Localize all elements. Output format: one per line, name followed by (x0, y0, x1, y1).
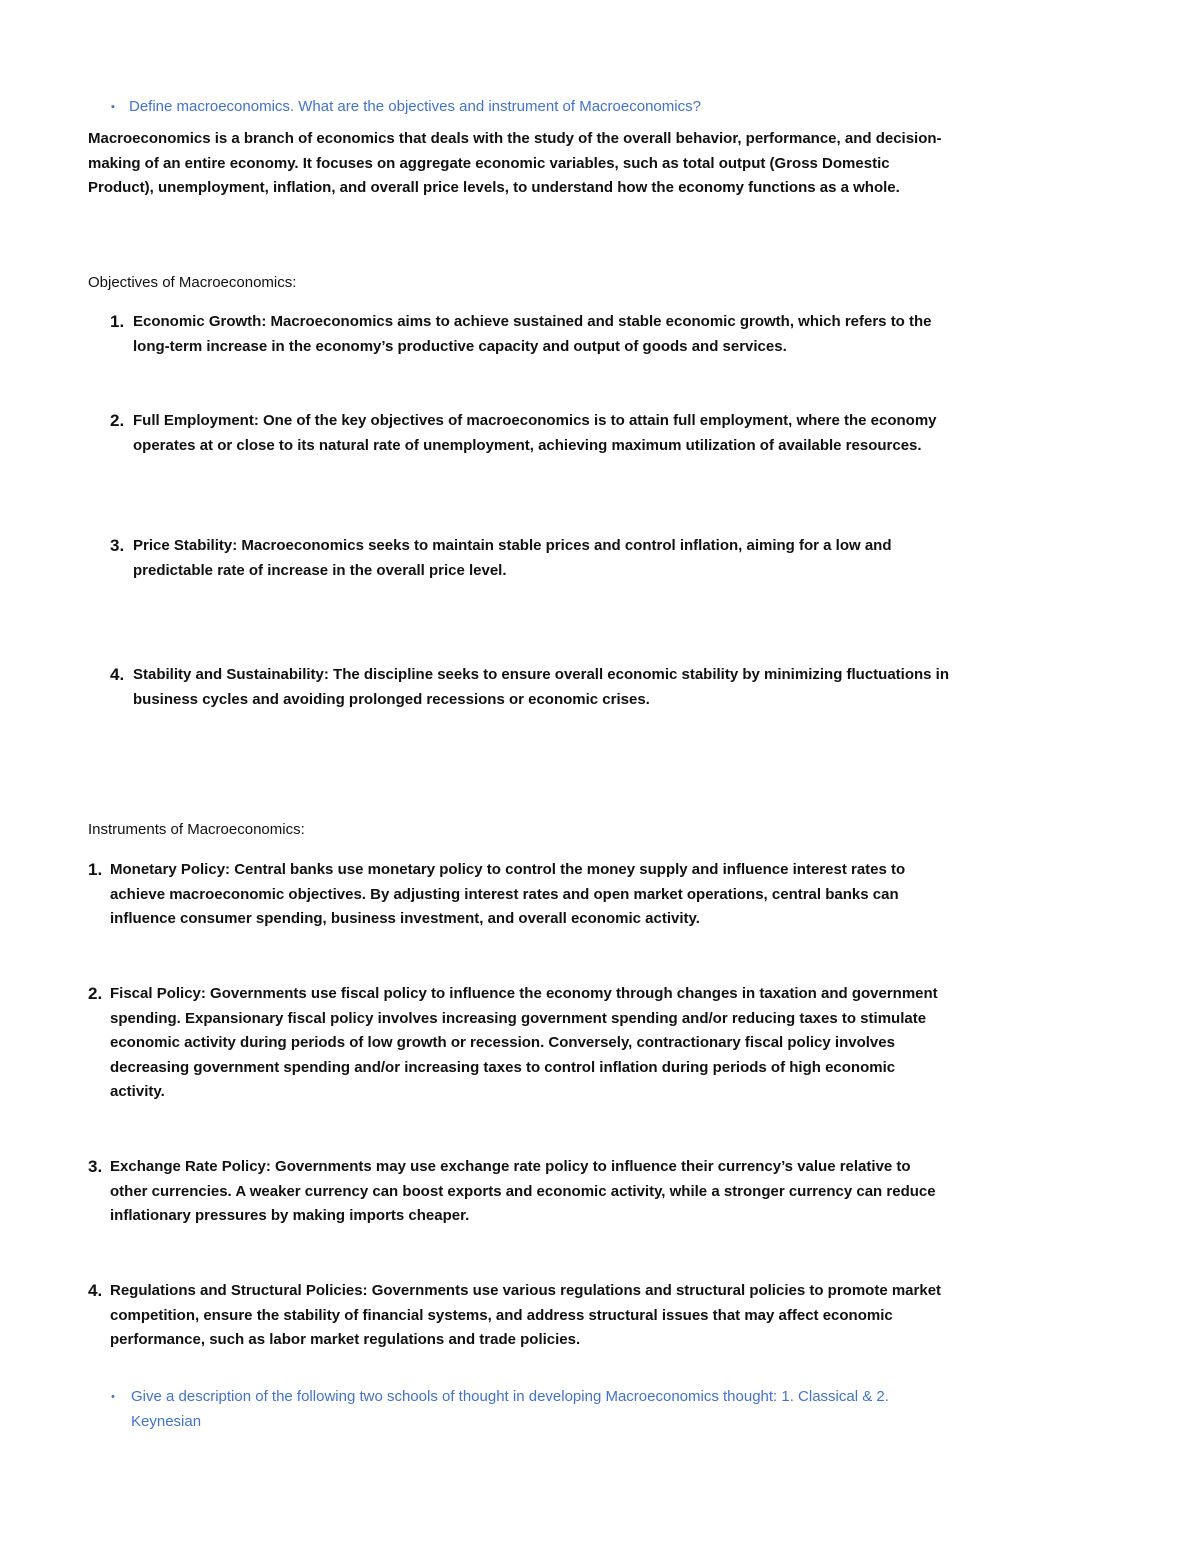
item-number: 4. (88, 1281, 103, 1300)
objective-item (110, 310, 950, 359)
item-number: 3. (88, 1157, 103, 1176)
question-2 (111, 1385, 911, 1434)
instruments-heading: Instruments of Macroeconomics: (88, 821, 305, 838)
item-number: 2. (110, 411, 125, 430)
instrument-item (88, 982, 948, 1105)
instrument-item (88, 1279, 948, 1353)
instrument-text: Fiscal Policy: Governments use fiscal policy to influence the economy through changes in taxation and government spending. Expansionary fiscal policy involves increasing government spending and/or reducing taxes to stimulate economic activity during periods of low growth or recession. Conversely, contractionary fiscal policy involves decreasing government spending and/or increasing taxes to control inflation during periods of high economic activity. (110, 985, 938, 1101)
objective-item (110, 534, 950, 583)
objective-text: Economic Growth: Macroeconomics aims to achieve sustained and stable economic growth, which refers to the long-term increase in the economy’s productive capacity and output of goods and services. (133, 313, 932, 355)
question-2-text: Give a description of the following two schools of thought in developing Macroeconomics thought: 1. Classical & 2. Keynesian (131, 1388, 889, 1430)
objective-text: Full Employment: One of the key objectives of macroeconomics is to attain full employment, where the economy operates at or close to its natural rate of unemployment, achieving maximum utilization of available resources. (133, 412, 937, 454)
bullet-icon: ▪ (111, 101, 115, 113)
objectives-heading: Objectives of Macroeconomics: (88, 274, 297, 291)
item-number: 4. (110, 665, 125, 684)
objective-item (110, 409, 950, 458)
item-number: 3. (110, 536, 125, 555)
instrument-item (88, 1155, 948, 1229)
question-1 (111, 95, 871, 120)
item-number: 2. (88, 984, 103, 1003)
instrument-text: Regulations and Structural Policies: Governments use various regulations and structural policies to promote market competition, ensure the stability of financial systems, and address structural issues that may affect economic performance, such as labor market regulations and trade policies. (110, 1282, 942, 1349)
item-number: 1. (110, 312, 125, 331)
instrument-text: Monetary Policy: Central banks use monetary policy to control the money supply and influence interest rates to achieve macroeconomic objectives. By adjusting interest rates and open market operations, central banks can influence consumer spending, business investment, and overall economic activity. (110, 861, 906, 928)
instrument-item (88, 858, 948, 932)
objective-text: Price Stability: Macroeconomics seeks to maintain stable prices and control inflation, aiming for a low and predictable rate of increase in the overall price level. (133, 537, 892, 579)
objective-text: Stability and Sustainability: The discipline seeks to ensure overall economic stability by minimizing fluctuations in business cycles and avoiding prolonged recessions or economic crises. (133, 666, 950, 708)
bullet-icon: • (111, 1391, 115, 1403)
intro-paragraph: Macroeconomics is a branch of economics that deals with the study of the overall behavior, performance, and decision-making of an entire economy. It focuses on aggregate economic variables, such as total output (Gross Domestic Product), unemployment, inflation, and overall price levels, to understand how the economy functions as a whole. (88, 130, 942, 197)
instrument-text: Exchange Rate Policy: Governments may use exchange rate policy to influence their currency’s value relative to other currencies. A weaker currency can boost exports and economic activity, while a stronger currency can reduce inflationary pressures by making imports cheaper. (110, 1158, 936, 1225)
objective-item (110, 663, 950, 712)
question-1-text: Define macroeconomics. What are the objectives and instrument of Macroeconomics? (129, 98, 701, 115)
item-number: 1. (88, 860, 103, 879)
